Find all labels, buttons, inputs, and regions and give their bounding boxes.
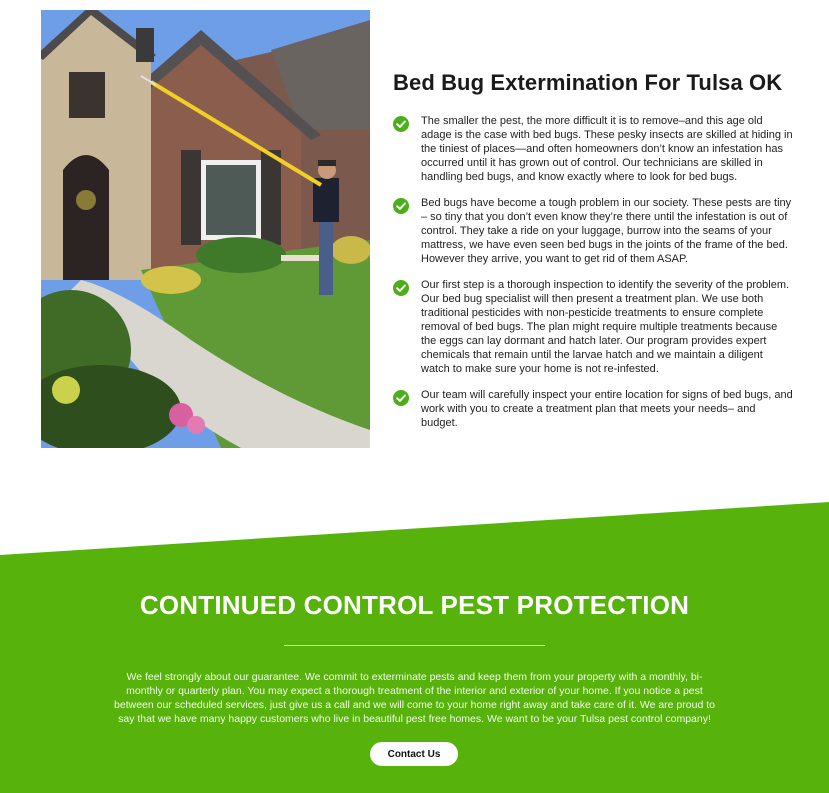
section-title: Bed Bug Extermination For Tulsa OK [393, 70, 783, 95]
list-item [393, 196, 793, 266]
contact-us-button[interactable]: Contact Us [370, 742, 458, 766]
list-item [393, 278, 793, 376]
pest-protection-band [0, 500, 829, 793]
check-circle-icon [393, 280, 409, 296]
bullet-text: Bed bugs have become a tough problem in our society. These pests are tiny – so tiny that you don’t even know they’re there until the infestation is out of control. They take a ride on your luggage, burrow into the seams of your mattress, we have even seen bed bugs in the joints of the frame of the bed. However they arrive, you want to get rid of them ASAP. [421, 197, 792, 265]
hero-photo [41, 10, 370, 448]
bullet-list [393, 114, 793, 430]
band-title: CONTINUED CONTROL PEST PROTECTION [139, 590, 690, 620]
check-circle-icon [393, 198, 409, 214]
bullet-text: Our team will carefully inspect your entire location for signs of bed bugs, and work with you to create a treatment plan that meets your needs– and budget. [421, 389, 793, 429]
bed-bug-section [393, 70, 793, 442]
bullet-text: The smaller the pest, the more difficult it is to remove–and this age old adage is the case with bed bugs. These pesky insects are skilled at hiding in the tiniest of places—and often homeowners don’t know an infestation has occurred until it has grown out of control. Our technicians are skilled in handling bed bugs, and know exactly where to look for bed bugs. [421, 115, 793, 183]
check-circle-icon [393, 390, 409, 406]
list-item [393, 388, 793, 430]
band-body: We feel strongly about our guarantee. We commit to exterminate pests and keep them from your property with a monthly, bi-monthly or quarterly plan. You may expect a thorough treatment of the interior and exterior of your home. If you notice a pest between our scheduled services, just give us a call and we will come to your home right away and take care of it. We are proud to say that we have many happy customers who live in beautiful pest free homes. We want to be your Tulsa pest control company! [114, 671, 715, 725]
check-circle-icon [393, 116, 409, 132]
bullet-text: Our first step is a thorough inspection to identify the severity of the problem. Our bed bug specialist will then present a treatment plan. We use both traditional pesticides with non-pesticide treatments to ensure complete removal of bed bugs. The plan might require multiple treatments because the eggs can lay dormant and hatch later. Our program provides expert chemicals that remain until the larvae hatch and we maintain a diligent watch to make sure your home is not re-infested. [421, 279, 790, 375]
band-divider [284, 645, 545, 646]
house-technician-photo [41, 10, 370, 448]
list-item [393, 114, 793, 184]
